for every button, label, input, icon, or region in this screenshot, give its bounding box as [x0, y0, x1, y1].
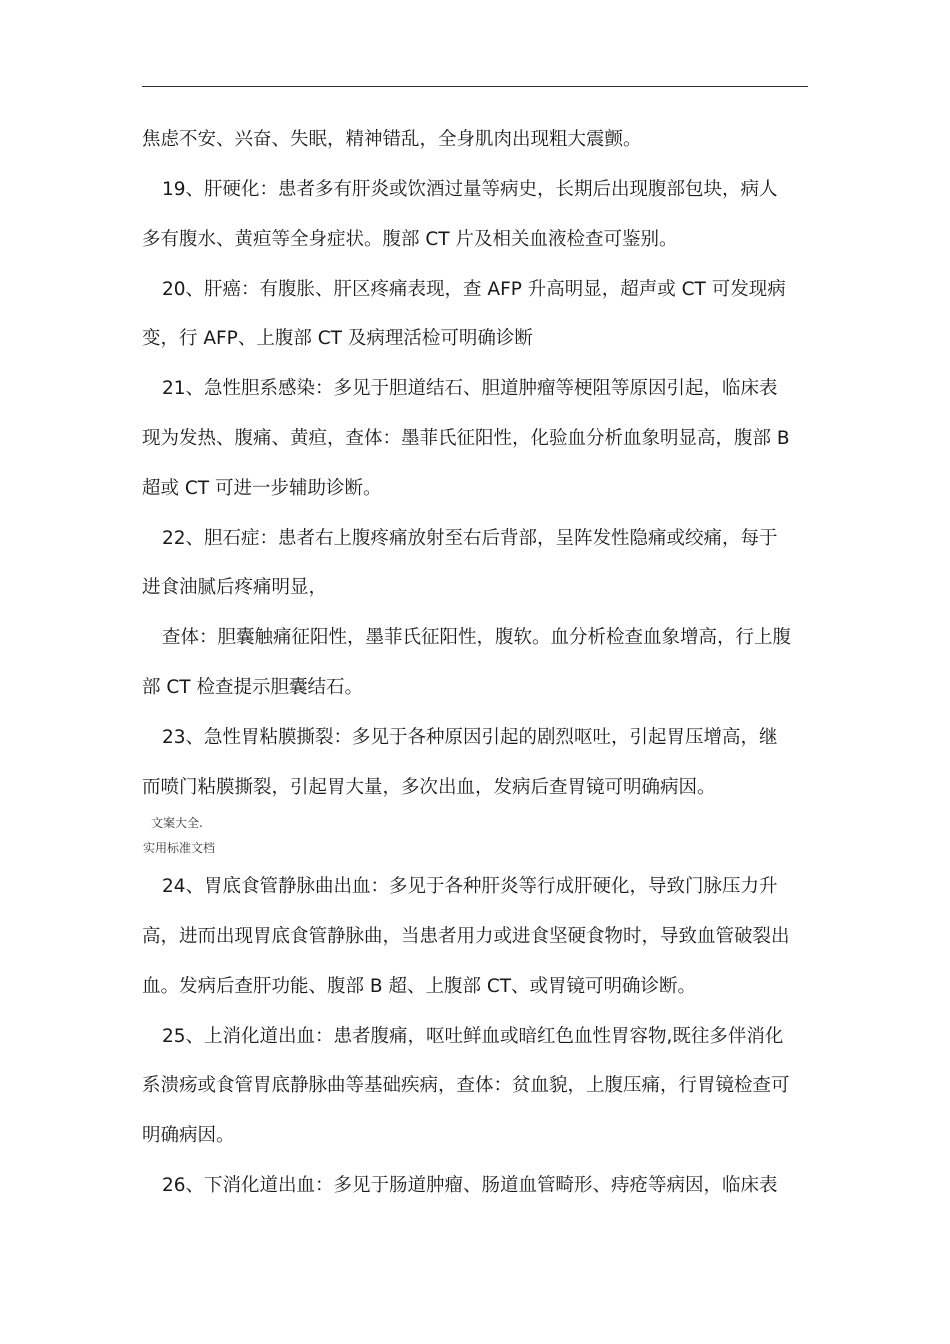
text-line: 明确病因。: [142, 1125, 235, 1146]
text-line: 焦虑不安、兴奋、失眠，精神错乱，全身肌肉出现粗大震颤。: [142, 129, 642, 150]
footer-caption: 实用标准文档: [143, 841, 216, 855]
text-line: 进食油腻后疼痛明显，: [142, 577, 328, 598]
text-line: 血。发病后查肝功能、腹部 B 超、上腹部 CT、或胃镜可明确诊断。: [142, 976, 697, 997]
text-line: 26、下消化道出血：多见于肠道肿瘤、肠道血管畸形、痔疮等病因，临床表: [162, 1175, 778, 1196]
text-line: 21、急性胆系感染：多见于胆道结石、胆道肿瘤等梗阻等原因引起，临床表: [162, 378, 778, 399]
text-line: 23、急性胃粘膜撕裂：多见于各种原因引起的剧烈呕吐，引起胃压增高，继: [162, 727, 778, 748]
text-line: 现为发热、腹痛、黄疸，查体：墨菲氏征阳性，化验血分析血象明显高，腹部 B: [142, 428, 790, 449]
text-line: 多有腹水、黄疸等全身症状。腹部 CT 片及相关血液检查可鉴别。: [142, 229, 678, 250]
text-line: 20、肝癌：有腹胀、肝区疼痛表现，查 AFP 升高明显，超声或 CT 可发现病: [162, 279, 786, 300]
text-line: 高，进而出现胃底食管静脉曲，当患者用力或进食坚硬食物时，导致血管破裂出: [142, 926, 790, 947]
text-line: 而喷门粘膜撕裂，引起胃大量，多次出血，发病后查胃镜可明确病因。: [142, 777, 716, 798]
footer-caption: 文案大全.: [151, 816, 203, 830]
text-line: 24、胃底食管静脉曲出血：多见于各种肝炎等行成肝硬化，导致门脉压力升: [162, 876, 778, 897]
text-line: 22、胆石症：患者右上腹疼痛放射至右后背部，呈阵发性隐痛或绞痛，每于: [162, 528, 778, 549]
text-line: 超或 CT 可进一步辅助诊断。: [142, 478, 382, 499]
text-line: 变，行 AFP、上腹部 CT 及病理活检可明确诊断: [142, 328, 533, 349]
text-line: 系溃疡或食管胃底静脉曲等基础疾病，查体：贫血貌，上腹压痛，行胃镜检查可: [142, 1075, 790, 1096]
text-line: 查体：胆囊触痛征阳性，墨菲氏征阳性，腹软。血分析检查血象增高，行上腹: [162, 627, 792, 648]
text-line: 部 CT 检查提示胆囊结石。: [142, 677, 363, 698]
text-line: 25、上消化道出血：患者腹痛，呕吐鲜血或暗红色血性胃容物,既往多伴消化: [162, 1026, 784, 1047]
text-line: 19、肝硬化：患者多有肝炎或饮酒过量等病史，长期后出现腹部包块，病人: [162, 179, 778, 200]
header-rule: [142, 86, 808, 87]
